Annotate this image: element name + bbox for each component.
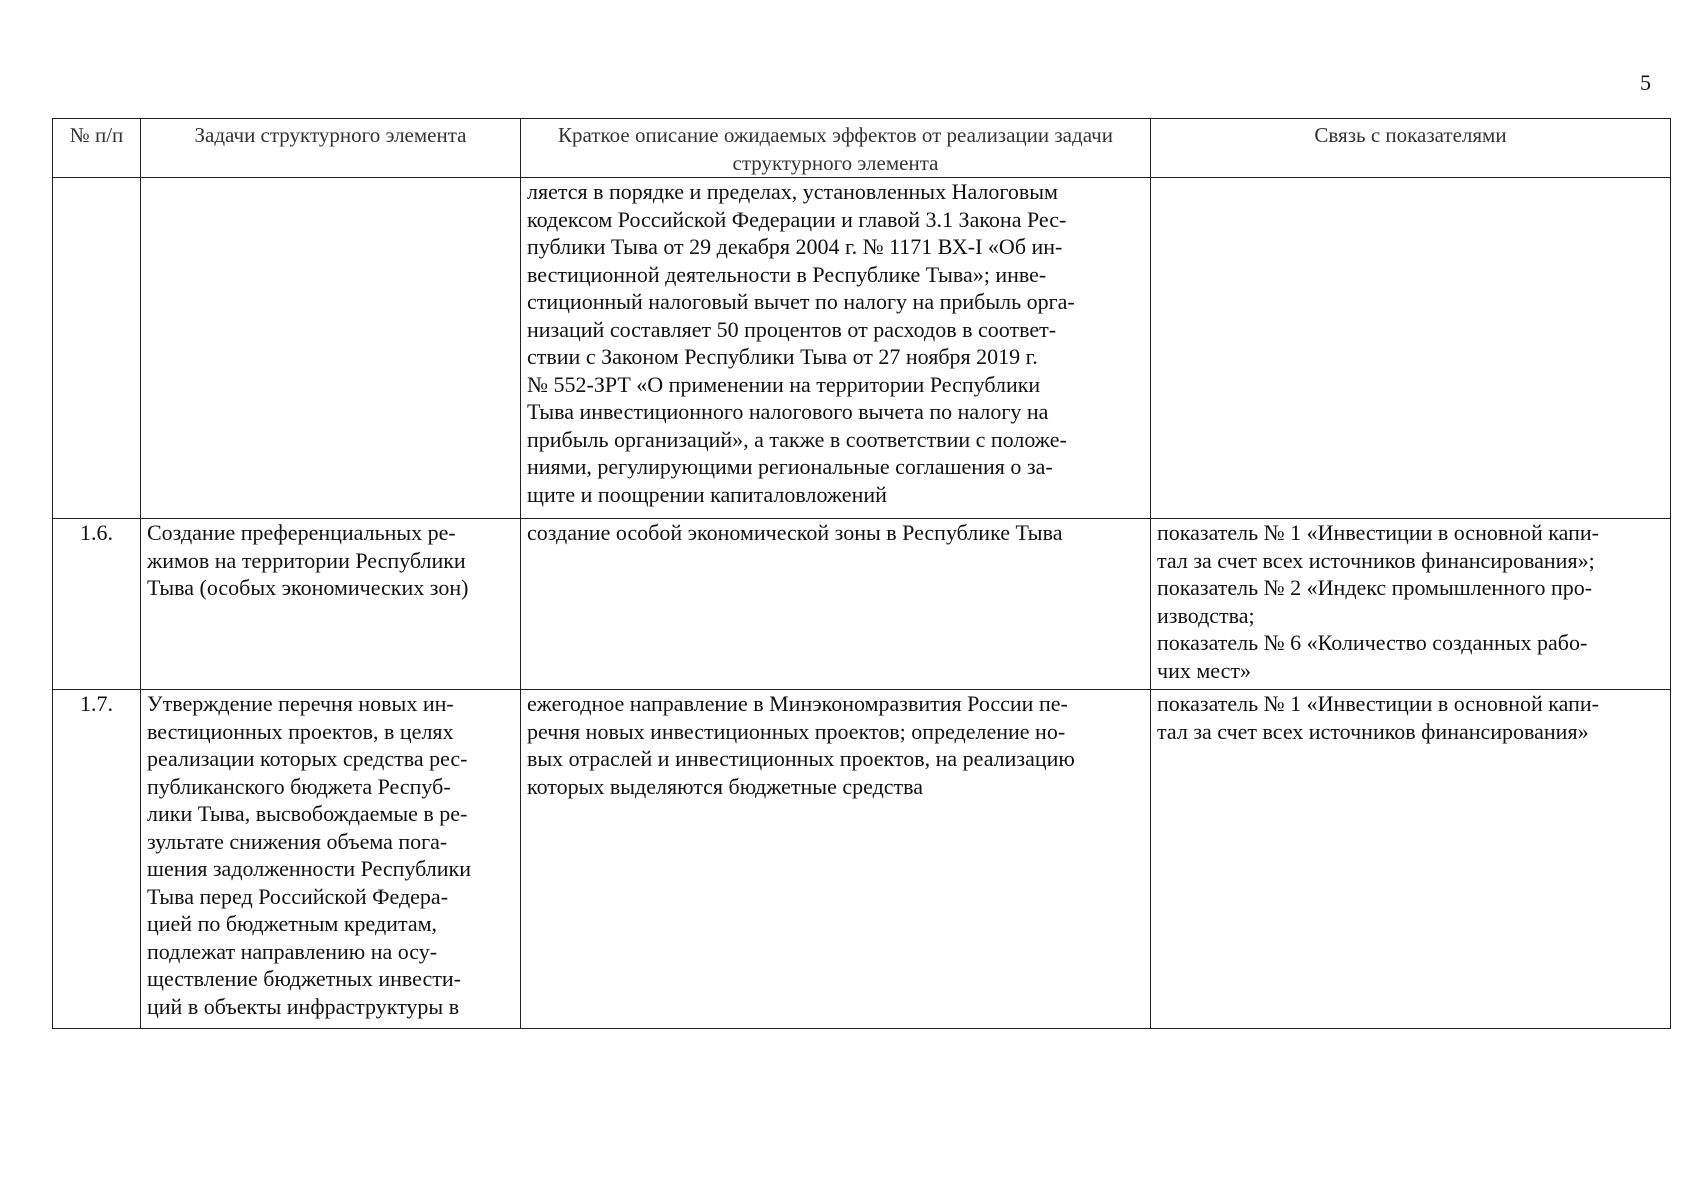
indicator-cell (1151, 178, 1671, 519)
text-line: № 552-ЗРТ «О применении на территории Республики (527, 371, 1041, 397)
table-header-row (53, 119, 1671, 178)
text-line: ниями, регулирующими региональные соглашения о за- (527, 454, 1053, 479)
text-line: жимов на территории Республики (147, 547, 466, 573)
text-line: Утверждение перечня новых ин- (147, 691, 454, 716)
table-row (53, 690, 1671, 1029)
header-number-line: № (69, 123, 90, 147)
text-line: Тыва инвестиционного налогового вычета по налогу на (527, 399, 1049, 424)
text-line: Тыва перед Российской Федера- (147, 883, 449, 909)
text-line: публиканского бюджета Респуб- (147, 773, 451, 799)
text-line: цией по бюджетным кредитам, (147, 911, 438, 936)
text-line: чих мест» (1157, 657, 1251, 683)
text-line: создание особой экономической зоны в Республике Тыва (527, 520, 1063, 545)
indicator-cell (1151, 519, 1671, 690)
text-line: кодексом Российской Федерации и главой 3.1 Закона Рес- (527, 206, 1067, 232)
header-effects (521, 119, 1151, 178)
effect-cell (521, 178, 1151, 519)
text-line: стиционный налоговый вычет по налогу на прибыль орга- (527, 289, 1075, 314)
text-line: щите и поощрении капиталовложений (527, 481, 887, 507)
text-line: шения задолженности Республики (147, 856, 471, 881)
task-cell (141, 178, 521, 519)
header-tasks: Задачи структурного элемента (141, 119, 521, 178)
indicator-cell (1151, 690, 1671, 1029)
row-number-cell: 1.7. (53, 690, 141, 1029)
text-line: которых выделяются бюджетные средства (527, 773, 924, 799)
text-line: показатель № 1 «Инвестиции в основной капи- (1157, 691, 1599, 716)
text-line: Тыва (особых экономических зон) (147, 575, 469, 600)
text-line: прибыль организаций», а также в соответствии с положе- (527, 426, 1067, 452)
text-line: ежегодное направление в Минэкономразвития России пе- (527, 691, 1068, 716)
text-line: ляется в порядке и пределах, установленных Налоговым (527, 179, 1058, 204)
task-cell (141, 519, 521, 690)
row-number-cell: 1.6. (53, 519, 141, 690)
text-line: изводства; (1157, 602, 1255, 628)
text-line: ций в объекты инфраструктуры в (147, 993, 460, 1019)
text-line: Создание преференциальных ре- (147, 520, 456, 545)
text-line: речня новых инвестиционных проектов; определение но- (527, 718, 1066, 744)
text-line: вестиционных проектов, в целях (147, 718, 454, 744)
text-line: зультате снижения объема пога- (147, 828, 448, 854)
text-line: ствии с Законом Республики Тыва от 27 ноября 2019 г. (527, 344, 1038, 369)
text-line: вых отраслей и инвестиционных проектов, на реализацию (527, 746, 1075, 771)
header-number (53, 119, 141, 178)
row-number-cell (53, 178, 141, 519)
text-line: ществление бюджетных инвести- (147, 966, 461, 991)
text-line: низаций составляет 50 процентов от расходов в соответ- (527, 316, 1057, 342)
text-line: тал за счет всех источников финансирования» (1157, 718, 1589, 744)
text-line: подлежат направлению на осу- (147, 938, 438, 964)
effect-cell (521, 690, 1151, 1029)
effect-cell (521, 519, 1151, 690)
text-line: показатель № 1 «Инвестиции в основной капи- (1157, 520, 1599, 545)
header-effects-line: Краткое описание ожидаемых эффектов от реализации (558, 123, 1050, 147)
task-cell (141, 690, 521, 1029)
header-effects-line: задачи структурного элемента (732, 123, 1113, 175)
text-line: вестиционной деятельности в Республике Тыва»; инве- (527, 261, 1047, 287)
structural-element-tasks-table (52, 118, 1671, 1029)
text-line: лики Тыва, высвобождаемые в ре- (147, 801, 468, 826)
header-indicators: Связь с показателями (1151, 119, 1671, 178)
header-number-line: п/п (94, 123, 124, 147)
text-line: реализации которых средства рес- (147, 746, 468, 771)
text-line: показатель № 6 «Количество созданных рабо- (1157, 630, 1588, 655)
text-line: тал за счет всех источников финансирования»; (1157, 547, 1595, 573)
table-row (53, 178, 1671, 519)
text-line: публики Тыва от 29 декабря 2004 г. № 1171 ВХ-І «Об ин- (527, 234, 1063, 259)
page-number: 5 (1640, 70, 1651, 95)
table-row (53, 519, 1671, 690)
text-line: показатель № 2 «Индекс промышленного про- (1157, 575, 1593, 600)
